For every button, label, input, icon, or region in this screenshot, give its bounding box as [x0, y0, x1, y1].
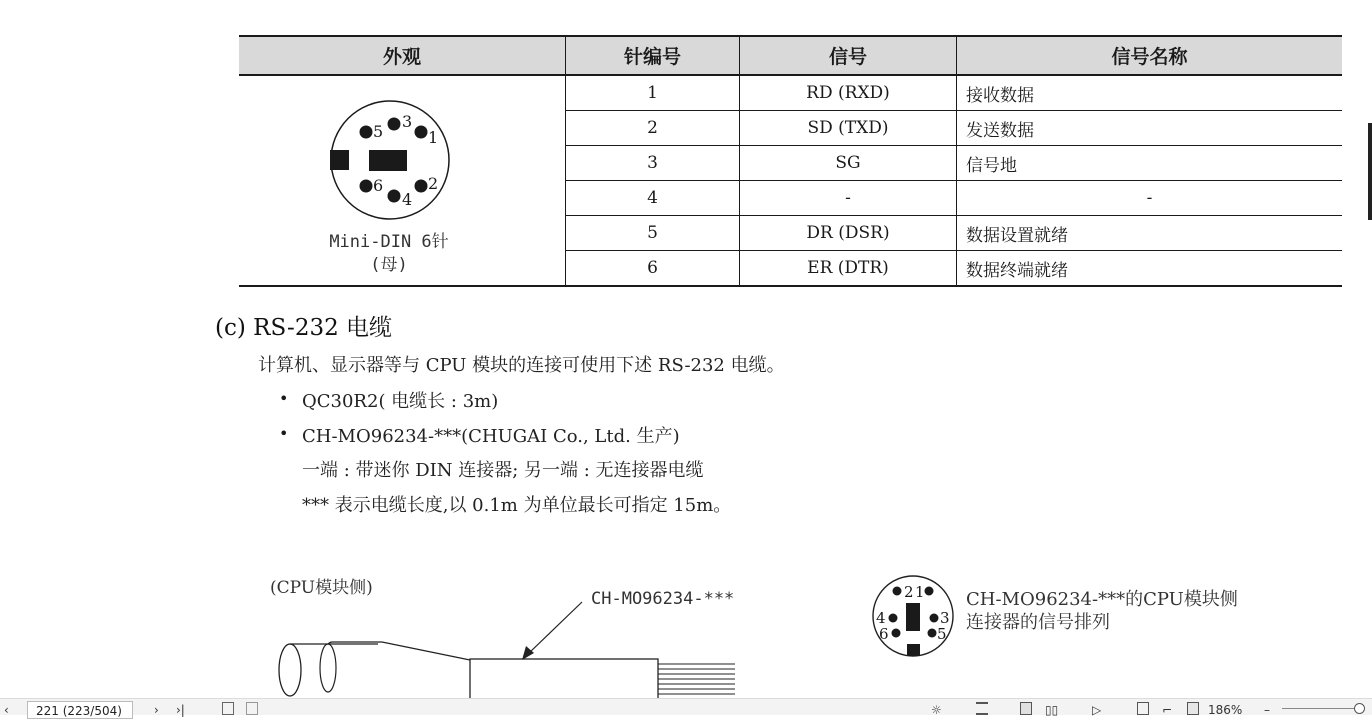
next-page-icon[interactable]: ›: [154, 703, 159, 717]
header-appearance: 外观: [239, 36, 566, 75]
connector-type-label: Mini-DIN 6针: [329, 232, 449, 252]
section-heading: (c) RS-232 电缆: [215, 315, 393, 341]
header-pin-number: 针编号: [566, 36, 740, 75]
pinout-label: 1: [915, 583, 925, 601]
pin-label-1: 1: [428, 128, 439, 147]
pinout-label: 3: [940, 609, 950, 627]
page-number-input[interactable]: 221 (223/504): [27, 701, 133, 719]
signal-cell: DR (DSR): [740, 216, 957, 251]
cpu-side-connector-pinout: [868, 574, 958, 664]
pinout-label: 6: [879, 625, 889, 643]
signal-cell: -: [740, 181, 957, 216]
zoom-level[interactable]: 186%: [1208, 703, 1243, 717]
signal-name-cell: -: [957, 181, 1343, 216]
pin-label-2: 2: [428, 174, 439, 193]
table-row: [239, 75, 1342, 111]
single-page-icon[interactable]: [1020, 702, 1032, 715]
cable-model-label: CH-MO96234-***: [591, 589, 735, 609]
last-page-icon[interactable]: ›|: [176, 703, 185, 717]
signal-name-cell: 信号地: [957, 146, 1343, 181]
viewer-status-bar: [0, 698, 1372, 718]
brightness-icon[interactable]: ☼: [931, 703, 942, 717]
connector-appearance-cell: [239, 75, 566, 286]
pin-number-cell: 5: [566, 216, 740, 251]
signal-name-cell: 接收数据: [957, 75, 1343, 111]
page-edge-marker: [1368, 123, 1372, 220]
signal-cell: SD (TXD): [740, 111, 957, 146]
pinout-caption-line1: CH-MO96234-***的CPU模块侧: [966, 589, 1238, 610]
pin-number-cell: 2: [566, 111, 740, 146]
cable-drawing: [270, 590, 750, 698]
prev-page-icon[interactable]: ‹: [4, 703, 9, 717]
table-header-row: [239, 36, 1342, 75]
zoom-slider[interactable]: [1282, 708, 1362, 709]
pin-label-4: 4: [402, 190, 413, 209]
bullet-dot: •: [279, 389, 289, 408]
pinout-caption-line2: 连接器的信号排列: [966, 612, 1110, 633]
zoom-out-icon[interactable]: –: [1264, 703, 1270, 717]
fit-width-icon[interactable]: [246, 702, 258, 715]
pin-number-cell: 1: [566, 75, 740, 111]
two-page-icon[interactable]: ▯▯: [1045, 703, 1059, 717]
signal-cell: SG: [740, 146, 957, 181]
zoom-slider-handle[interactable]: [1354, 703, 1365, 714]
bullet-item: QC30R2( 电缆长 : 3m): [302, 391, 499, 412]
pin-label-3: 3: [402, 112, 413, 131]
header-signal-name: 信号名称: [957, 36, 1343, 75]
fit-page-icon[interactable]: [222, 702, 234, 715]
continuous-scroll-icon[interactable]: [976, 702, 988, 715]
pinout-label: 2: [904, 583, 914, 601]
pin-assignment-table: [239, 35, 1342, 287]
cpu-side-caption: (CPU模块侧): [270, 578, 373, 598]
connector-gender-label: (母): [370, 255, 408, 275]
pinout-label: 5: [937, 625, 947, 643]
signal-cell: RD (RXD): [740, 75, 957, 111]
signal-name-cell: 数据终端就绪: [957, 251, 1343, 287]
pin-label-6: 6: [373, 176, 384, 195]
crop-icon[interactable]: ⌐: [1162, 703, 1173, 717]
cable-length-note: *** 表示电缆长度,以 0.1m 为单位最长可指定 15m。: [302, 495, 732, 516]
bullet-item: CH-MO96234-***(CHUGAI Co., Ltd. 生产): [302, 426, 680, 447]
pinout-label: 4: [876, 609, 886, 627]
signal-name-cell: 数据设置就绪: [957, 216, 1343, 251]
thumbnail-icon[interactable]: [1137, 702, 1149, 715]
signal-name-cell: 发送数据: [957, 111, 1343, 146]
actual-size-icon[interactable]: [1187, 702, 1199, 715]
cable-detail-line: 一端 : 带迷你 DIN 连接器; 另一端 : 无连接器电缆: [302, 460, 704, 481]
pin-number-cell: 4: [566, 181, 740, 216]
header-signal: 信号: [740, 36, 957, 75]
pin-number-cell: 6: [566, 251, 740, 287]
pin-label-5: 5: [373, 122, 384, 141]
bullet-dot: •: [279, 424, 289, 443]
section-intro: 计算机、显示器等与 CPU 模块的连接可使用下述 RS-232 电缆。: [258, 355, 785, 376]
signal-cell: ER (DTR): [740, 251, 957, 287]
play-icon[interactable]: ▷: [1092, 703, 1102, 717]
pin-number-cell: 3: [566, 146, 740, 181]
